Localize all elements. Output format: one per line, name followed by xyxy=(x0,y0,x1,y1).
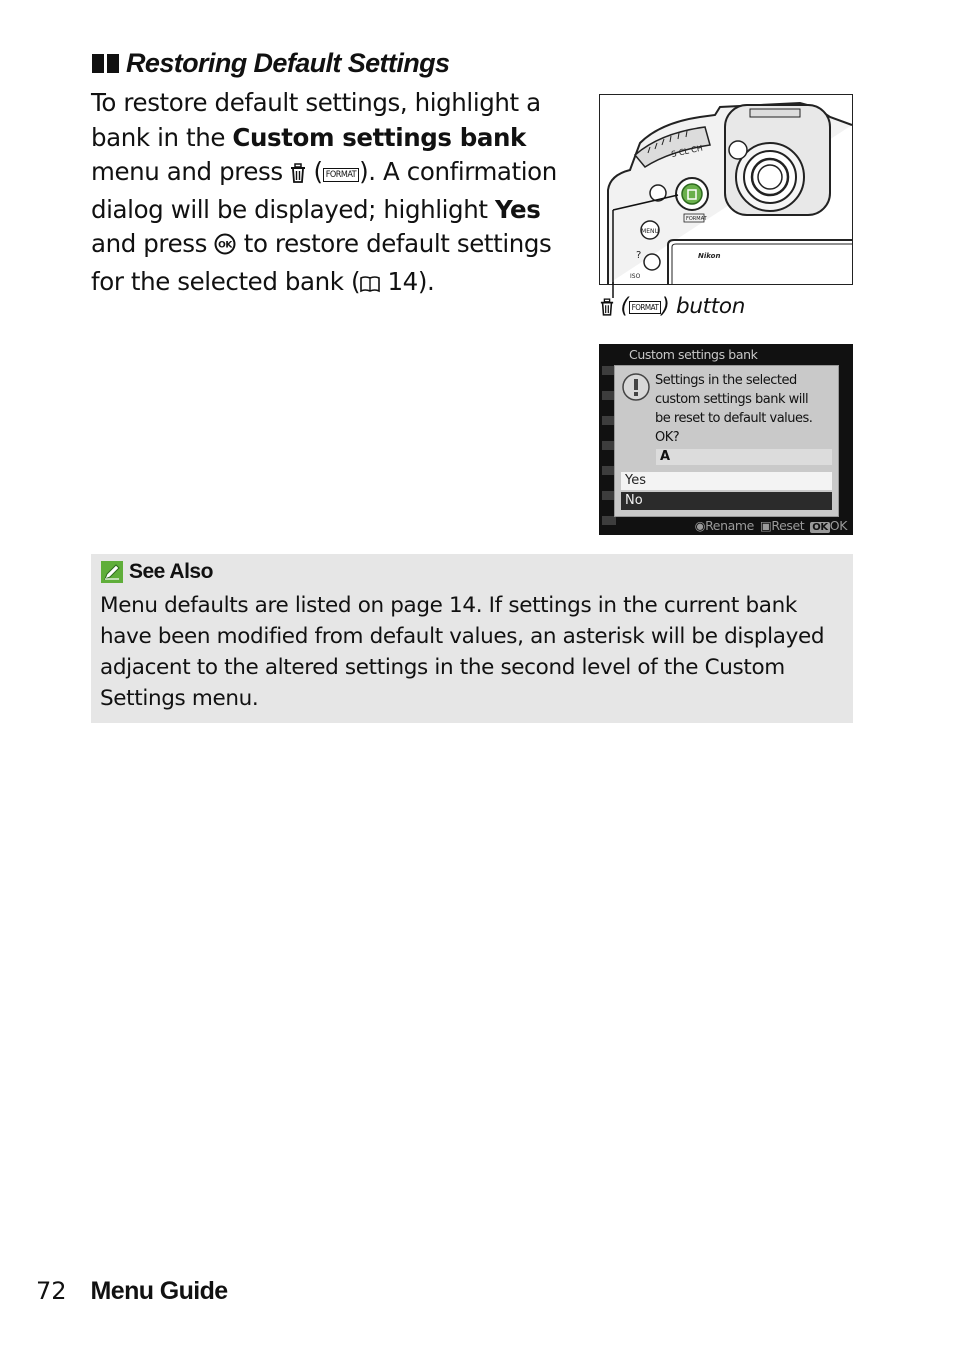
heading-marker-icon xyxy=(92,54,104,73)
footer-section-name: Menu Guide xyxy=(90,1277,228,1305)
ok-chip: OK xyxy=(812,522,828,533)
format-icon: FORMAT xyxy=(629,301,662,314)
screen-menu-title: Custom settings bank xyxy=(629,347,758,362)
screen-footer xyxy=(695,518,847,533)
multi-selector-icon: ◉ xyxy=(694,518,706,533)
confirmation-dialog xyxy=(614,365,839,517)
section-title: Restoring Default Settings xyxy=(126,48,450,78)
pencil-icon xyxy=(101,561,123,583)
dialog-message: Settings in the selected custom settings bank will be reset to default values. OK? xyxy=(655,373,813,445)
camera-drawing xyxy=(600,95,852,284)
svg-text:?: ? xyxy=(636,250,642,261)
instruction-paragraph: To restore default settings, highlight a bank in the Custom settings bank menu and press ( FORMAT ). A confirmation dialog will be displayed; highlight Yes and press OK to restore default settings for the selected bank ( 14). xyxy=(91,86,581,303)
book-page-icon xyxy=(360,268,380,303)
option-no[interactable]: No xyxy=(621,492,832,510)
bank-label: A xyxy=(656,449,832,465)
format-icon: FORMAT xyxy=(323,168,359,182)
svg-text:Nikon: Nikon xyxy=(698,252,721,260)
trash-icon xyxy=(290,158,306,193)
camera-back-illustration xyxy=(599,94,853,285)
page-number: 72 xyxy=(36,1277,67,1305)
ok-button-icon xyxy=(214,230,236,265)
heading-marker-icon xyxy=(107,54,119,73)
trash-icon xyxy=(600,297,614,322)
see-also-heading xyxy=(101,560,213,584)
rename-hint: ◉Rename xyxy=(694,518,754,533)
svg-text:ISO: ISO xyxy=(630,273,641,280)
svg-text:S CL CH: S CL CH xyxy=(670,143,704,159)
custom-settings-bank-term: Custom settings bank xyxy=(232,122,526,152)
svg-text:OK: OK xyxy=(218,240,233,251)
section-heading xyxy=(92,48,449,79)
yes-term: Yes xyxy=(494,194,541,224)
ok-hint: OK OK xyxy=(812,518,847,533)
see-also-text: Menu defaults are listed on page 14. If settings in the current bank have been modified from default values, an asterisk will be displayed adjacent to the altered settings in the second level of the Custom Settings menu. xyxy=(100,593,825,711)
svg-text:FORMAT: FORMAT xyxy=(686,216,707,222)
see-also-title: See Also xyxy=(129,560,213,583)
camera-caption: ( FORMAT ) button xyxy=(600,294,745,322)
trash-icon: ▣ xyxy=(759,518,772,533)
reset-hint: ▣Reset xyxy=(759,518,805,533)
svg-text:MENU: MENU xyxy=(641,228,659,235)
option-yes[interactable]: Yes xyxy=(621,472,832,490)
menu-screen-illustration xyxy=(599,344,853,535)
page-footer xyxy=(36,1277,228,1306)
warning-icon xyxy=(621,372,651,406)
see-also-box xyxy=(91,554,853,723)
